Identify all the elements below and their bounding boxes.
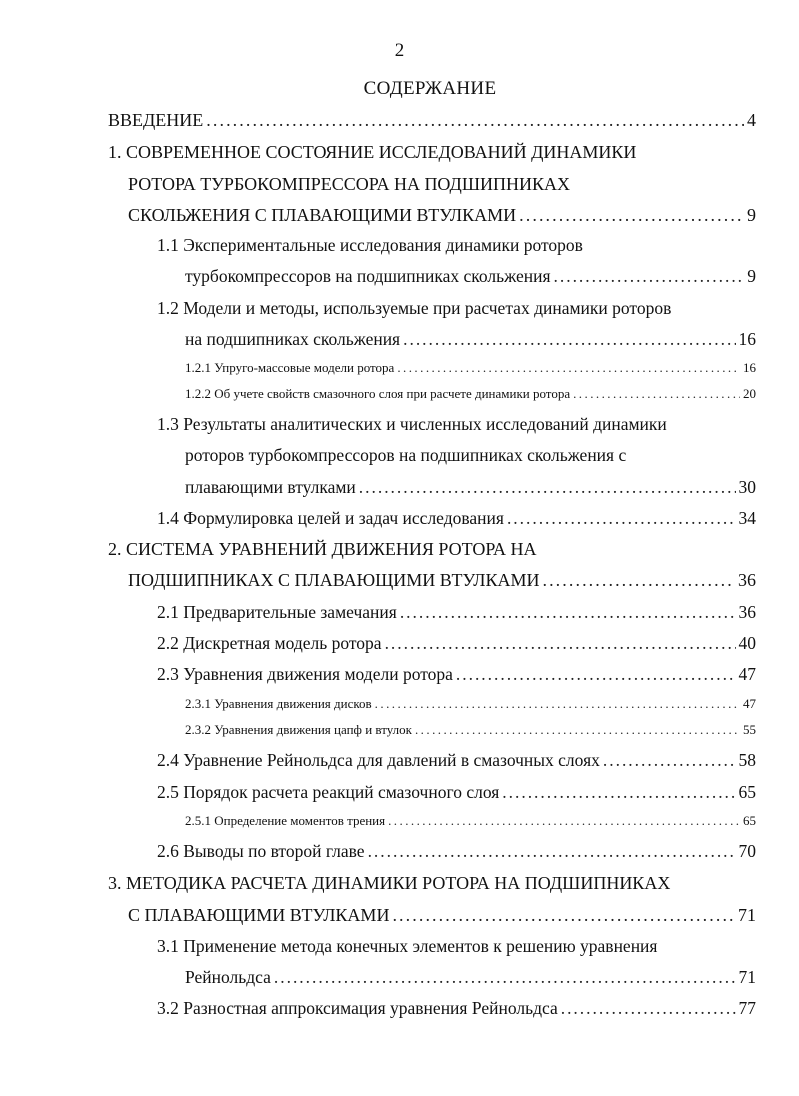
- toc-entry-label: Рейнольдса: [185, 967, 271, 987]
- toc-entry-page: 58: [738, 750, 756, 770]
- toc-entry-page: 4: [747, 110, 756, 130]
- toc-section-1-3-line-2[interactable]: [185, 443, 626, 467]
- toc-entry-page: 36: [738, 602, 756, 622]
- toc-entry-label: 2.1 Предварительные замечания: [157, 602, 397, 622]
- toc-entry-label: 1.2.1 Упруго-массовые модели ротора: [185, 360, 395, 375]
- toc-section-3-1-line-1[interactable]: [157, 934, 657, 958]
- toc-entry-label: 3.2 Разностная аппроксимация уравнения Рейнольдса: [157, 998, 558, 1018]
- dot-leader: [573, 382, 740, 406]
- dot-leader: [415, 718, 740, 742]
- toc-chapter-1-line-1[interactable]: [108, 140, 636, 164]
- toc-section-2-6[interactable]: [157, 839, 756, 863]
- toc-entry-label: ПОДШИПНИКАХ С ПЛАВАЮЩИМИ ВТУЛКАМИ: [128, 570, 540, 590]
- dot-leader: [519, 203, 744, 227]
- toc-subsection-2-3-2[interactable]: [185, 718, 756, 742]
- toc-entry-label: 1.2.2 Об учете свойств смазочного слоя при расчете динамики ротора: [185, 386, 571, 401]
- dot-leader: [456, 662, 736, 686]
- toc-entry-label: 3.1 Применение метода конечных элементов к решению уравнения: [157, 936, 658, 956]
- dot-leader: [388, 809, 740, 833]
- toc-entry-label: 2.4 Уравнение Рейнольдса для давлений в смазочных слоях: [157, 750, 600, 770]
- toc-heading: СОДЕРЖАНИЕ: [363, 78, 497, 99]
- toc-entry-label: роторов турбокомпрессоров на подшипниках скольжения с: [185, 445, 627, 465]
- toc-entry-page: 47: [738, 664, 756, 684]
- toc-chapter-1-line-2[interactable]: [128, 172, 570, 196]
- dot-leader: [206, 108, 744, 132]
- toc-entry-label: плавающими втулками: [185, 477, 356, 497]
- toc-entry-label: 1. СОВРЕМЕННОЕ СОСТОЯНИЕ ИССЛЕДОВАНИЙ ДИНАМИКИ: [108, 142, 637, 162]
- toc-section-2-3[interactable]: [157, 662, 756, 686]
- dot-leader: [274, 965, 736, 989]
- toc-section-2-4[interactable]: [157, 748, 756, 772]
- toc-section-1-2-line-1[interactable]: [157, 296, 671, 320]
- toc-entry-label: 2.3.1 Уравнения движения дисков: [185, 696, 372, 711]
- toc-entry-label: турбокомпрессоров на подшипниках скольжения: [185, 266, 551, 286]
- toc-entry-label: 2.5.1 Определение моментов трения: [185, 813, 386, 828]
- toc-subsection-2-5-1[interactable]: [185, 809, 756, 833]
- toc-entry-label: 2.6 Выводы по второй главе: [157, 841, 365, 861]
- toc-entry-page: 71: [738, 905, 756, 925]
- toc-entry-page: 20: [743, 386, 756, 401]
- toc-entry-page: 65: [738, 782, 756, 802]
- toc-chapter-3-line-2[interactable]: [128, 903, 756, 927]
- toc-entry-label: на подшипниках скольжения: [185, 329, 401, 349]
- toc-chapter-1-line-3[interactable]: [128, 203, 756, 227]
- toc-section-1-2-line-2[interactable]: [185, 327, 756, 351]
- toc-entry-page: 77: [738, 998, 756, 1018]
- toc-section-3-1-line-2[interactable]: [185, 965, 756, 989]
- dot-leader: [397, 356, 740, 380]
- toc-entry-page: 65: [743, 813, 756, 828]
- toc-entry-label: С ПЛАВАЮЩИМИ ВТУЛКАМИ: [128, 905, 390, 925]
- toc-entry-page: 34: [738, 508, 756, 528]
- toc-entry-label: 2.5 Порядок расчета реакций смазочного слоя: [157, 782, 500, 802]
- toc-section-1-3-line-1[interactable]: [157, 412, 667, 436]
- toc-section-1-1-line-1[interactable]: [157, 233, 583, 257]
- toc-entry-page: 55: [743, 722, 756, 737]
- toc-section-2-2[interactable]: [157, 631, 756, 655]
- toc-chapter-3-line-1[interactable]: [108, 871, 670, 895]
- dot-leader: [502, 780, 735, 804]
- toc-entry-label: 1.3 Результаты аналитических и численных исследований динамики: [157, 414, 667, 434]
- dot-leader: [554, 264, 745, 288]
- toc-section-1-4[interactable]: [157, 506, 756, 530]
- toc-subsection-1-2-1[interactable]: [185, 356, 756, 380]
- toc-section-1-3-line-3[interactable]: [185, 475, 756, 499]
- toc-entry-label: РОТОРА ТУРБОКОМПРЕССОРА НА ПОДШИПНИКАХ: [128, 174, 570, 194]
- toc-entry-label: 3. МЕТОДИКА РАСЧЕТА ДИНАМИКИ РОТОРА НА ПОДШИПНИКАХ: [108, 873, 671, 893]
- toc-entry-label: 1.2 Модели и методы, используемые при расчетах динамики роторов: [157, 298, 672, 318]
- dot-leader: [561, 996, 736, 1020]
- toc-entry-label: 2.2 Дискретная модель ротора: [157, 633, 382, 653]
- toc-subsection-2-3-1[interactable]: [185, 692, 756, 716]
- toc-section-2-1[interactable]: [157, 600, 756, 624]
- toc-section-2-5[interactable]: [157, 780, 756, 804]
- dot-leader: [392, 903, 735, 927]
- dot-leader: [400, 600, 736, 624]
- toc-chapter-2-line-2[interactable]: [128, 568, 756, 592]
- toc-entry-label: 1.4 Формулировка целей и задач исследования: [157, 508, 504, 528]
- toc-entry-label: 1.1 Экспериментальные исследования динамики роторов: [157, 235, 583, 255]
- toc-entry-page: 36: [738, 570, 756, 590]
- dot-leader: [359, 475, 736, 499]
- toc-entry-label: 2.3.2 Уравнения движения цапф и втулок: [185, 722, 412, 737]
- toc-entry-page: 47: [743, 696, 756, 711]
- toc-entry-page: 9: [747, 266, 756, 286]
- dot-leader: [542, 568, 735, 592]
- dot-leader: [403, 327, 735, 351]
- toc-entry-page: 40: [738, 633, 756, 653]
- toc-entry-label: ВВЕДЕНИЕ: [108, 110, 204, 130]
- toc-entry-page: 30: [738, 477, 756, 497]
- toc-subsection-1-2-2[interactable]: [185, 382, 756, 406]
- dot-leader: [385, 631, 736, 655]
- page-number: 2: [394, 40, 405, 61]
- toc-entry-page: 70: [738, 841, 756, 861]
- toc-chapter-2-line-1[interactable]: [108, 537, 537, 561]
- dot-leader: [368, 839, 736, 863]
- toc-entry-page: 9: [747, 205, 756, 225]
- toc-section-1-1-line-2[interactable]: [185, 264, 756, 288]
- toc-entry-intro[interactable]: [108, 108, 756, 132]
- dot-leader: [603, 748, 736, 772]
- toc-entry-page: 16: [743, 360, 756, 375]
- dot-leader: [507, 506, 736, 530]
- toc-entry-page: 16: [738, 329, 756, 349]
- toc-entry-label: СКОЛЬЖЕНИЯ С ПЛАВАЮЩИМИ ВТУЛКАМИ: [128, 205, 517, 225]
- toc-entry-label: 2. СИСТЕМА УРАВНЕНИЙ ДВИЖЕНИЯ РОТОРА НА: [108, 539, 537, 559]
- toc-section-3-2[interactable]: [157, 996, 756, 1020]
- dot-leader: [375, 692, 740, 716]
- toc-entry-page: 71: [738, 967, 756, 987]
- toc-entry-label: 2.3 Уравнения движения модели ротора: [157, 664, 453, 684]
